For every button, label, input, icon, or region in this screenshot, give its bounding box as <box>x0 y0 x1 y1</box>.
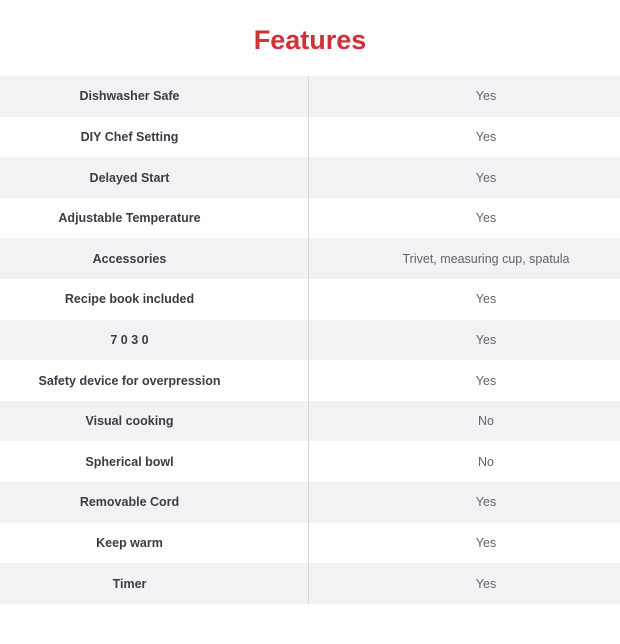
table-row <box>0 401 620 442</box>
page-title: Features <box>253 25 367 55</box>
table-row <box>0 117 620 158</box>
feature-label: Safety device for overpression <box>0 360 309 401</box>
feature-label: Visual cooking <box>0 401 309 442</box>
features-table <box>0 76 620 604</box>
feature-value: Yes <box>475 536 497 550</box>
product-features-page <box>0 24 620 644</box>
feature-label: Delayed Start <box>0 157 309 198</box>
feature-label: Keep warm <box>0 523 309 564</box>
feature-label: 7 0 3 0 <box>0 320 309 361</box>
table-row <box>0 198 620 239</box>
feature-value: Yes <box>475 129 497 144</box>
feature-value: Yes <box>475 332 497 347</box>
table-row <box>0 523 620 564</box>
table-row <box>0 563 620 604</box>
feature-label: DIY Chef Setting <box>0 117 309 158</box>
feature-value: Yes <box>475 576 497 591</box>
table-row <box>0 238 620 279</box>
feature-value: Yes <box>475 170 497 185</box>
feature-value: No <box>478 414 494 429</box>
table-row <box>0 441 620 482</box>
feature-label: Dishwasher Safe <box>0 76 309 117</box>
feature-label: Removable Cord <box>0 482 309 523</box>
feature-value: Yes <box>475 292 497 307</box>
feature-label: Spherical bowl <box>0 441 309 482</box>
feature-value: Yes <box>475 373 497 388</box>
table-row <box>0 320 620 361</box>
table-row <box>0 279 620 320</box>
feature-value: Yes <box>475 89 497 104</box>
feature-label: Adjustable Temperature <box>0 198 309 239</box>
feature-value: Trivet, measuring cup, spatula <box>402 251 570 266</box>
table-row <box>0 76 620 117</box>
feature-label: Timer <box>0 563 309 604</box>
feature-value: No <box>478 454 494 469</box>
feature-label: Recipe book included <box>0 279 309 320</box>
table-row <box>0 482 620 523</box>
feature-label: Accessories <box>0 238 309 279</box>
feature-value: Yes <box>475 211 497 226</box>
table-row <box>0 360 620 401</box>
table-row <box>0 157 620 198</box>
feature-value: Yes <box>475 495 497 510</box>
